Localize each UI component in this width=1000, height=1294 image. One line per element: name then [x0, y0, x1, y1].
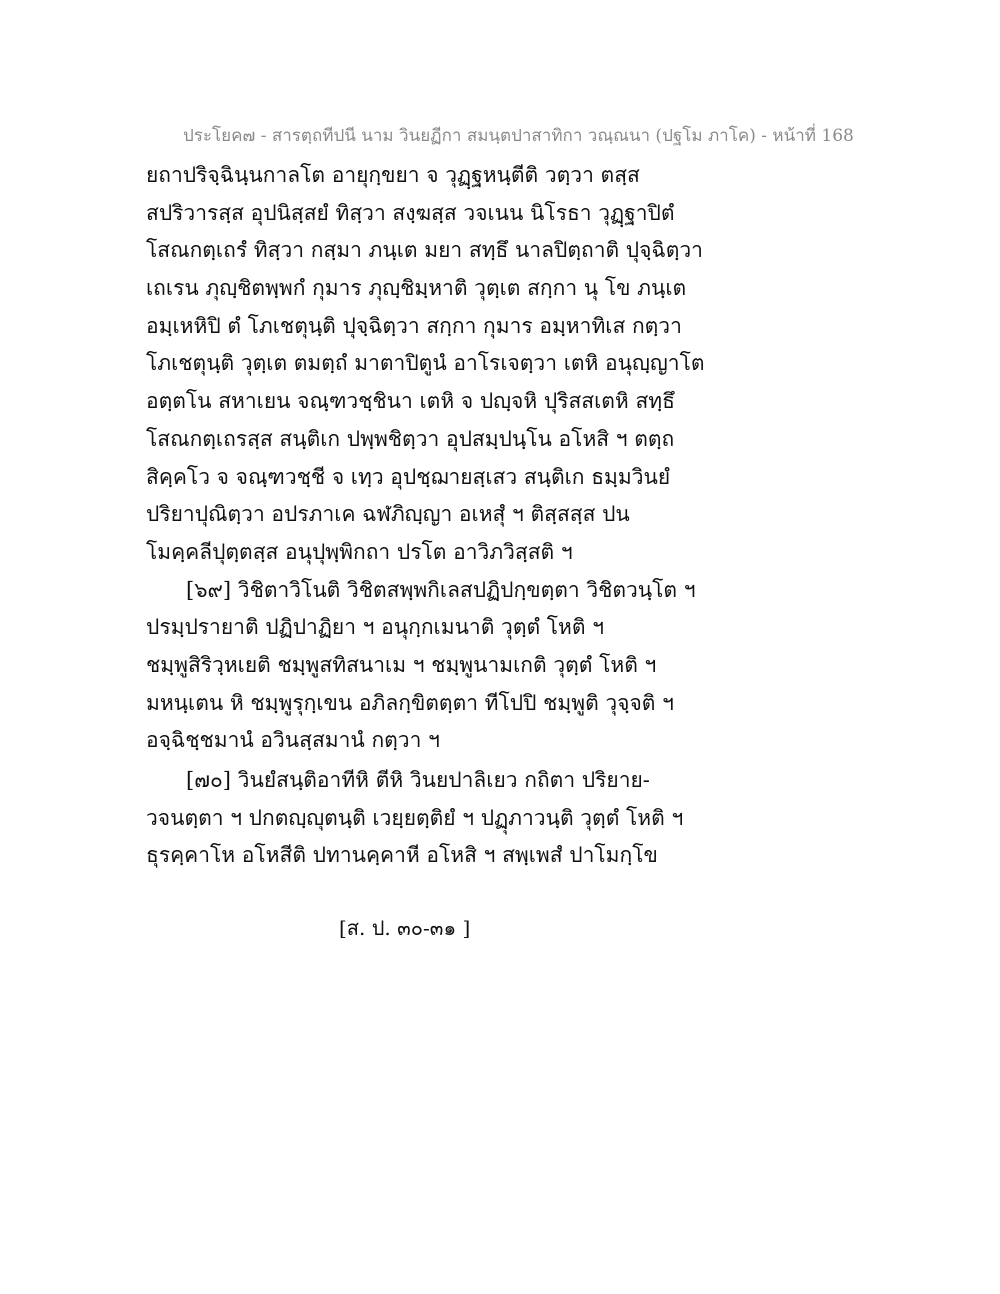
- source-reference: [ส. ป. ๓๐-๓๑ ]: [339, 916, 471, 940]
- text-line: เถเรน ภุญฺชิตพฺพกํ กุมาร ภุญฺชิมฺหาติ วุตฺเต สกฺกา นุ โข ภนฺเต: [146, 276, 687, 301]
- text-line: สปริวารสฺส อุปนิสฺสยํ ทิสฺวา สงฺฆสฺส วจเนน นิโรธา วุฏฺฐาปิตํ: [146, 200, 675, 225]
- text-line: มหนฺเตน หิ ชมฺพูรุกฺเขน อภิลกฺขิตตฺตา ทีโปปิ ชมฺพูติ วุจฺจติ ฯ: [146, 690, 674, 715]
- text-line: ชมฺพูสิริวฺหเยติ ชมฺพูสทิสนาเม ฯ ชมฺพูนามเกติ วุตฺตํ โหติ ฯ: [146, 652, 657, 677]
- body-text: [146, 157, 846, 875]
- paragraph-start-line: [๗๐] วินยํสนฺติอาทีหิ ตีหิ วินยปาลิเยว กถิตา ปริยาย-: [186, 768, 650, 792]
- text-line: วจนตฺตา ฯ ปกตญฺญุตนฺติ เวยฺยตฺติยํ ฯ ปฏุภาวนฺติ วุตฺตํ โหติ ฯ: [146, 805, 684, 830]
- text-line: โสณกตฺเถรสฺส สนฺติเก ปพฺพชิตฺวา อุปสมฺปนฺโน อโหสิ ฯ ตตฺถ: [146, 426, 675, 451]
- text-line: สิคฺคโว จ จณฺฑวชฺชี จ เทฺว อุปชฺฌายสฺเสว สนฺติเก ธมฺมวินยํ: [146, 464, 671, 489]
- text-line: โมคฺคลีปุตฺตสฺส อนุปุพฺพิกถา ปรโต อาวิภวิสฺสติ ฯ: [146, 539, 573, 564]
- text-line: ยถาปริจฺฉินฺนกาลโต อายุกฺขยา จ วุฏฺฐหนฺตีติ วตฺวา ตสฺส: [146, 163, 640, 187]
- paragraph-start-line: [๖๙] วิชิตาวิโนติ วิชิตสพฺพกิเลสปฏิปกฺขตฺตา วิชิตวนฺโต ฯ: [186, 577, 696, 602]
- text-line: อจฺฉิชฺชมานํ อวินสฺสมานํ กตฺวา ฯ: [146, 728, 440, 753]
- text-line: อมฺเหหิปิ ตํ โภเชตุนฺติ ปุจฺฉิตฺวา สกฺกา กุมาร อมฺหาทิเส กตฺวา: [146, 313, 682, 338]
- text-line: โสณกตฺเถรํ ทิสฺวา กสฺมา ภนฺเต มยา สทฺธึ นาลปิตฺถาติ ปุจฺฉิตฺวา: [146, 238, 703, 263]
- text-line: อตฺตโน สหาเยน จณฺฑวชฺชินา เตหิ จ ปญฺจหิ ปุริสสเตหิ สทฺธึ: [146, 389, 675, 414]
- text-line: โภเชตุนฺติ วุตฺเต ตมตฺถํ มาตาปิตูนํ อาโรเจตฺวา เตหิ อนุญฺญาโต: [146, 351, 705, 376]
- text-line: ปริยาปุณิตฺวา อปรภาเค ฉฬภิญฺญา อเหสุํ ฯ ติสฺสสฺส ปน: [146, 502, 630, 527]
- text-line: ธุรคฺคาโห อโหสีติ ปทานคฺคาหี อโหสิ ฯ สพฺเพสํ ปาโมกฺโข: [146, 843, 658, 868]
- running-header: ประโยค๗ - สารตฺถทีปนี นาม วินยฏีกา สมนฺตปาสาทิกา วณฺณนา (ปฐโม ภาโค) - หน้าที่ 168: [183, 126, 854, 146]
- text-line: ปรมฺปรายาติ ปฏิปาฏิยา ฯ อนุกฺกเมนาติ วุตฺตํ โหติ ฯ: [146, 615, 605, 640]
